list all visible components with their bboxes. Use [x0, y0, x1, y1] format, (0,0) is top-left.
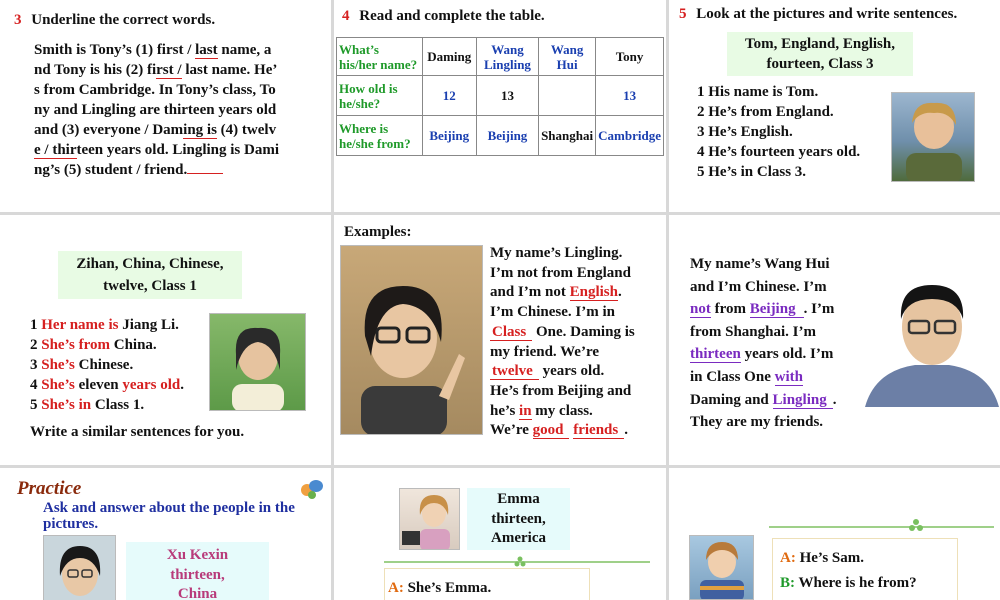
- line-1: Smith is Tony’s (1) first / last name, a: [34, 42, 272, 58]
- heading-text: Look at the pictures and write sentences.: [696, 6, 958, 22]
- heading-text: Underline the correct words.: [31, 12, 216, 28]
- info-line: thirteen,: [491, 510, 546, 527]
- table-cell: [539, 76, 596, 116]
- girl-at-computer-icon: [400, 489, 460, 550]
- text-line: My name’s Lingling.: [490, 245, 623, 261]
- text-line: and I’m not English.: [490, 284, 622, 301]
- table-cell: Wang Hui: [539, 38, 596, 76]
- text-line: my friend. We’re: [490, 343, 600, 360]
- emma-photo: [399, 488, 460, 550]
- flower-icon: [909, 519, 923, 533]
- speaker-a-label: A:: [388, 580, 404, 596]
- speaker-b-label: B:: [780, 575, 795, 591]
- exercise-5-heading: [679, 6, 957, 23]
- info-line: fourteen, Class 3: [766, 56, 874, 72]
- exercise-number: 5: [679, 6, 687, 22]
- flower-icon: [514, 555, 526, 567]
- practice-title: Practice: [17, 478, 82, 499]
- speaker-a-label: A:: [780, 550, 796, 566]
- table-cell: 12: [422, 76, 476, 116]
- sentence-list: [30, 315, 184, 415]
- dialogue-line-a: [780, 546, 917, 571]
- practice-panel: [0, 468, 331, 600]
- text-line: They are my friends.: [690, 414, 824, 431]
- sentence-list: [697, 82, 860, 182]
- exercise-number: 4: [342, 8, 350, 24]
- lingling-photo: [340, 245, 483, 435]
- text-line: Class One. Daming is: [492, 323, 635, 340]
- info-line: Zihan, China, Chinese,: [76, 256, 224, 272]
- girl-portrait-icon: [210, 314, 306, 411]
- instruction-text: Write a similar sentences for you.: [30, 424, 245, 440]
- exercise-4-heading: [342, 8, 545, 25]
- table-cell: 13: [476, 76, 538, 116]
- dialogue-line-b: [780, 571, 917, 596]
- info-line: America: [491, 530, 546, 546]
- table-cell: Where is he/she from?: [337, 116, 423, 156]
- table-cell: Cambridge: [596, 116, 664, 156]
- dialogue-text: Where is he from?: [795, 575, 917, 591]
- text-line: from Shanghai. I’m: [690, 323, 816, 340]
- wang-hui-photo: [865, 275, 999, 407]
- text-line: He’s from Beijing and: [490, 382, 632, 399]
- table-cell: Beijing: [476, 116, 538, 156]
- text-line: in Class One with: [690, 368, 803, 385]
- wang-hui-panel: [669, 215, 1000, 465]
- instruction-text: Ask and answer about the people in the pictures.: [43, 500, 295, 532]
- dialogue: [780, 546, 917, 596]
- info-box: [467, 488, 570, 550]
- example-text: [490, 244, 666, 441]
- sentence: 5 He’s in Class 3.: [697, 164, 807, 180]
- info-line: China: [177, 586, 218, 600]
- girl-photo: [209, 313, 306, 411]
- lingling-example-panel: [334, 215, 666, 465]
- dialogue-text: He’s Sam.: [795, 550, 865, 566]
- boy-portrait-icon: [690, 536, 754, 600]
- sam-photo: [689, 535, 754, 600]
- exercise-3-heading: [14, 12, 215, 29]
- exercise-5-panel: [669, 0, 1000, 212]
- line-3: s from Cambridge. In Tony’s class, To: [34, 82, 276, 98]
- text-line: Daming and Lingling .: [690, 391, 837, 408]
- table-cell: 13: [596, 76, 664, 116]
- table-cell: Tony: [596, 38, 664, 76]
- zihan-panel: [0, 215, 331, 465]
- emma-panel: [334, 468, 666, 600]
- girl-portrait-icon: [44, 536, 116, 600]
- xu-kexin-photo: [43, 535, 116, 600]
- sentence: 1 His name is Tom.: [697, 84, 819, 100]
- tom-photo: [891, 92, 975, 182]
- line-4: ny and Lingling are thirteen years old: [34, 102, 277, 118]
- sentence: 4 He’s fourteen years old.: [697, 144, 861, 160]
- line-5: and (3) everyone / Daming is (4) twelv: [34, 122, 277, 138]
- wang-hui-text: [690, 253, 876, 434]
- info-box: [727, 32, 913, 76]
- text-line: he’s in my class.: [490, 402, 593, 419]
- text-line: We’re good friends .: [490, 422, 628, 439]
- info-line: Tom, England, English,: [745, 36, 895, 52]
- text-line: I’m not from England: [490, 264, 631, 281]
- dialogue-text: She’s Emma.: [403, 580, 492, 596]
- girl-with-glasses-icon: [341, 246, 483, 435]
- exercise-4-panel: [334, 0, 666, 212]
- text-line: thirteen years old. I’m: [690, 346, 834, 363]
- info-line: Xu Kexin: [166, 547, 229, 563]
- text-line: My name’s Wang Hui: [690, 256, 830, 272]
- chat-bubbles-icon: [300, 478, 324, 500]
- sentence: 4 She’s eleven years old.: [30, 377, 185, 393]
- table-cell: What’s his/her name?: [337, 38, 423, 76]
- sentence: 3 She’s Chinese.: [30, 357, 134, 373]
- dialogue-line-a: [388, 580, 491, 597]
- examples-label: Examples:: [344, 224, 412, 240]
- text-line: and I’m Chinese. I’m: [690, 278, 827, 295]
- boy-portrait-icon: [892, 93, 975, 182]
- line-2: nd Tony is his (2) first / last name. He’: [34, 62, 278, 78]
- exercise-3-panel: [0, 0, 331, 212]
- text-line: I’m Chinese. I’m in: [490, 304, 616, 321]
- table-cell: Shanghai: [539, 116, 596, 156]
- sam-panel: [669, 468, 1000, 600]
- table-row: [337, 76, 664, 116]
- info-table: [336, 37, 664, 156]
- table-row: [337, 38, 664, 76]
- line-7: ng’s (5) student / friend.: [34, 160, 324, 180]
- table-cell: Daming: [422, 38, 476, 76]
- line-6: e / thirteen years old. Lingling is Dami: [34, 142, 280, 158]
- decorative-vine: [769, 526, 994, 528]
- heading-text: Read and complete the table.: [359, 8, 545, 24]
- sentence: 5 She’s in Class 1.: [30, 397, 145, 413]
- table-row: [337, 116, 664, 156]
- info-line: Emma: [497, 491, 540, 507]
- table-cell: How old is he/she?: [337, 76, 423, 116]
- text-line: twelve years old.: [492, 363, 605, 380]
- table-cell: Wang Lingling: [476, 38, 538, 76]
- sentence: 1 Her name is Jiang Li.: [30, 317, 179, 333]
- info-line: twelve, Class 1: [103, 278, 197, 294]
- sentence: 2 She’s from China.: [30, 337, 157, 353]
- boy-with-glasses-icon: [865, 275, 999, 407]
- text-line: not from Beijing . I’m: [690, 301, 835, 318]
- sentence: 3 He’s English.: [697, 124, 793, 140]
- info-line: thirteen,: [170, 566, 225, 583]
- exercise-3-body: [34, 40, 324, 180]
- info-box: [58, 251, 242, 299]
- exercise-number: 3: [14, 12, 22, 28]
- sentence: 2 He’s from England.: [697, 104, 834, 120]
- info-box: [126, 542, 269, 600]
- table-cell: Beijing: [422, 116, 476, 156]
